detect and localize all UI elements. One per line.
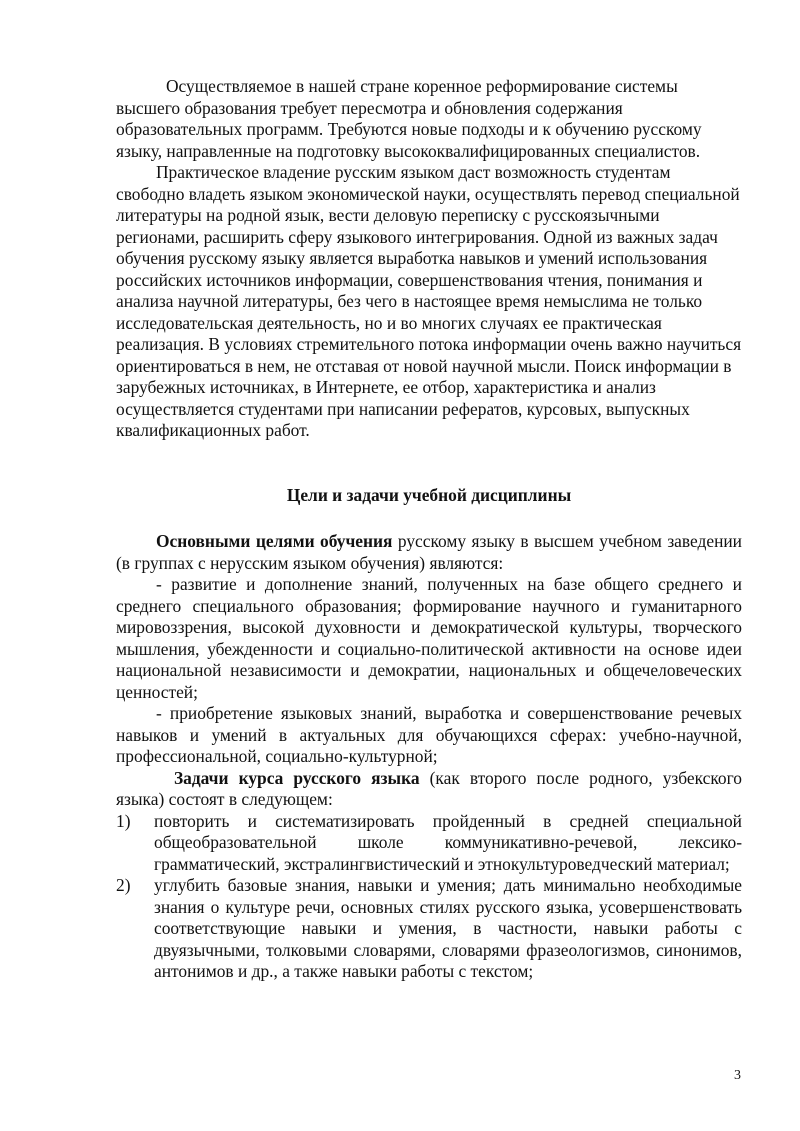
- page-number: 3: [734, 1068, 741, 1083]
- intro-paragraph-1: Осуществляемое в нашей стране коренное реформирование системы высшего образования требует пересмотра и обновления содержания образовательных программ. Требуются новые подходы и к обучению русскому языку, направленные на подготовку высококвалифицированных специалистов.: [116, 76, 702, 161]
- list-item-number: 2): [116, 875, 131, 895]
- goals-intro: [116, 531, 742, 574]
- list-item: [116, 811, 742, 876]
- list-item: [116, 875, 742, 983]
- goal-item-1: - развитие и дополнение знаний, полученных на базе общего среднего и среднего специального образования; формирование научного и гуманитарного мировоззрения, высокой духовности и демократической культуры, творческого мышления, убежденности и социально-политической активности на основе идеи национальной независимости и демократии, национальных и общечеловеческих ценностей;: [116, 574, 742, 702]
- tasks-intro-rest: (как второго после родного, узбекского языка) состоят в следующем:: [116, 767, 743, 809]
- list-item-text: углубить базовые знания, навыки и умения; дать минимально необходимые знания о культуре речи, основных стилях русского языка, усовершенствовать соответствующие навыки и умения, в частности, навыки работы с двуязычными, толковыми словарями, словарями фразеологизмов, синонимов, антонимов и др., а также навыки работы с текстом;: [154, 875, 742, 981]
- document-page: [116, 76, 742, 983]
- tasks-intro: [116, 768, 742, 811]
- list-item-text: повторить и систематизировать пройденный в средней специальной общеобразовательной школе коммуникативно-речевой, лексико-грамматический, экстралингвистический и этнокультуроведческий материал;: [154, 810, 742, 874]
- goals-intro-rest: русскому языку в высшем учебном заведении (в группах с нерусским языком обучения) являются:: [116, 531, 742, 573]
- goals-bold-phrase: Основными целями обучения: [156, 531, 393, 551]
- tasks-bold-phrase: Задачи курса русского языка: [174, 767, 420, 788]
- list-item-number: 1): [116, 810, 131, 831]
- intro-paragraph-2: Практическое владение русским языком даст возможность студентам свободно владеть языком экономической науки, осуществлять перевод специальной литературы на родной язык, вести деловую переписку с русскоязычными регионами, расширить сферу языкового интегрирования. Одной из важных задач обучения русскому языку является выработка навыков и умений использования российских источников информации, совершенствования чтения, понимания и анализа научной литературы, без чего в настоящее время немыслима не только исследовательская деятельность, но и во многих случаях ее практическая реализация. В условиях стремительного потока информации очень важно научиться ориентироваться в нем, не отставая от новой научной мысли. Поиск информации в зарубежных источниках, в Интернете, ее отбор, характеристика и анализ осуществляется студентами при написании рефератов, курсовых, выпускных квалификационных работ.: [116, 162, 742, 440]
- goal-item-2: - приобретение языковых знаний, выработка и совершенствование речевых навыков и умений в актуальных для обучающихся сферах: учебно-научной, профессиональной, социально-культурной;: [116, 703, 742, 766]
- tasks-list: [116, 811, 742, 983]
- section-heading: Цели и задачи учебной дисциплины: [286, 484, 572, 505]
